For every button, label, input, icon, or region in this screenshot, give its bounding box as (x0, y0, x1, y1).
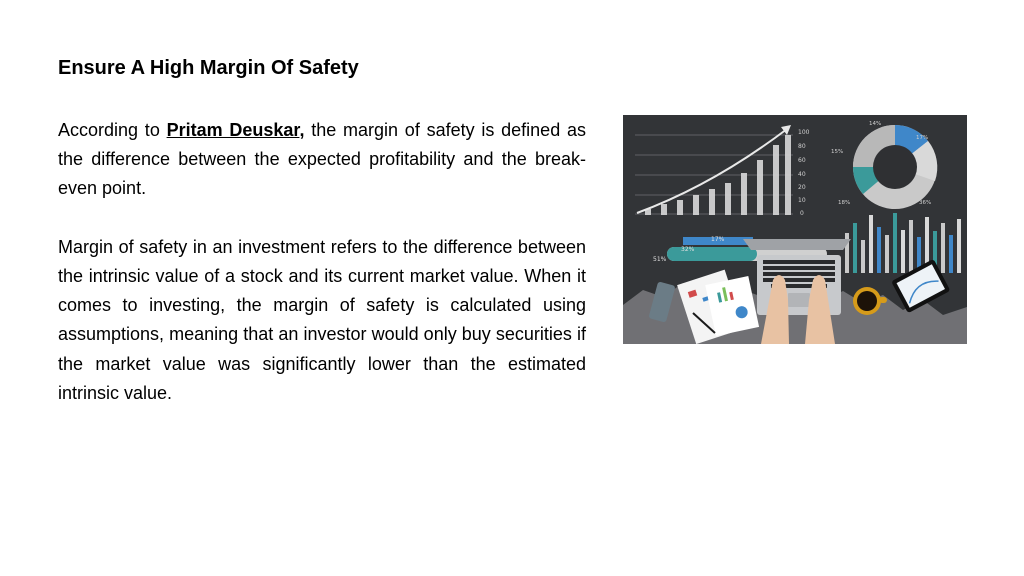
bar-label: 17% (711, 236, 725, 243)
tick-label: 80 (798, 143, 806, 150)
author-link[interactable]: Pritam Deuskar (166, 120, 300, 140)
donut-label: 18% (838, 200, 851, 206)
tick-label: 40 (798, 171, 806, 178)
paragraph-investment: Margin of safety in an investment refers to the difference between the intrinsic value of a stock and its current market value. When it comes to investing, the margin of safety is calculated using assumptions, meaning that an investor would only buy securities if the market value was significantly lower than the estimated intrinsic value. (58, 236, 586, 403)
bar-label: 32% (681, 246, 695, 253)
tick-label: 100 (798, 129, 810, 136)
donut-label: 14% (869, 121, 882, 127)
para1-prefix: According to (58, 120, 167, 140)
stock-photo-laptop-charts (623, 115, 967, 344)
body-text (58, 116, 586, 408)
tick-label: 20 (798, 184, 806, 191)
paragraph-definition (58, 116, 586, 204)
tick-label: 0 (800, 210, 804, 217)
para1-comma: , (299, 120, 305, 140)
tick-label: 10 (798, 197, 806, 204)
page-title: Ensure A High Margin Of Safety (58, 57, 359, 79)
donut-label: 36% (919, 200, 932, 206)
donut-label: 17% (916, 135, 929, 141)
para1-suffix: the margin of safety is defined as the difference between the expected profitability and the break-even point. (58, 120, 586, 199)
tick-label: 60 (798, 157, 806, 164)
bar-label: 51% (653, 256, 667, 263)
donut-label: 15% (831, 149, 844, 155)
